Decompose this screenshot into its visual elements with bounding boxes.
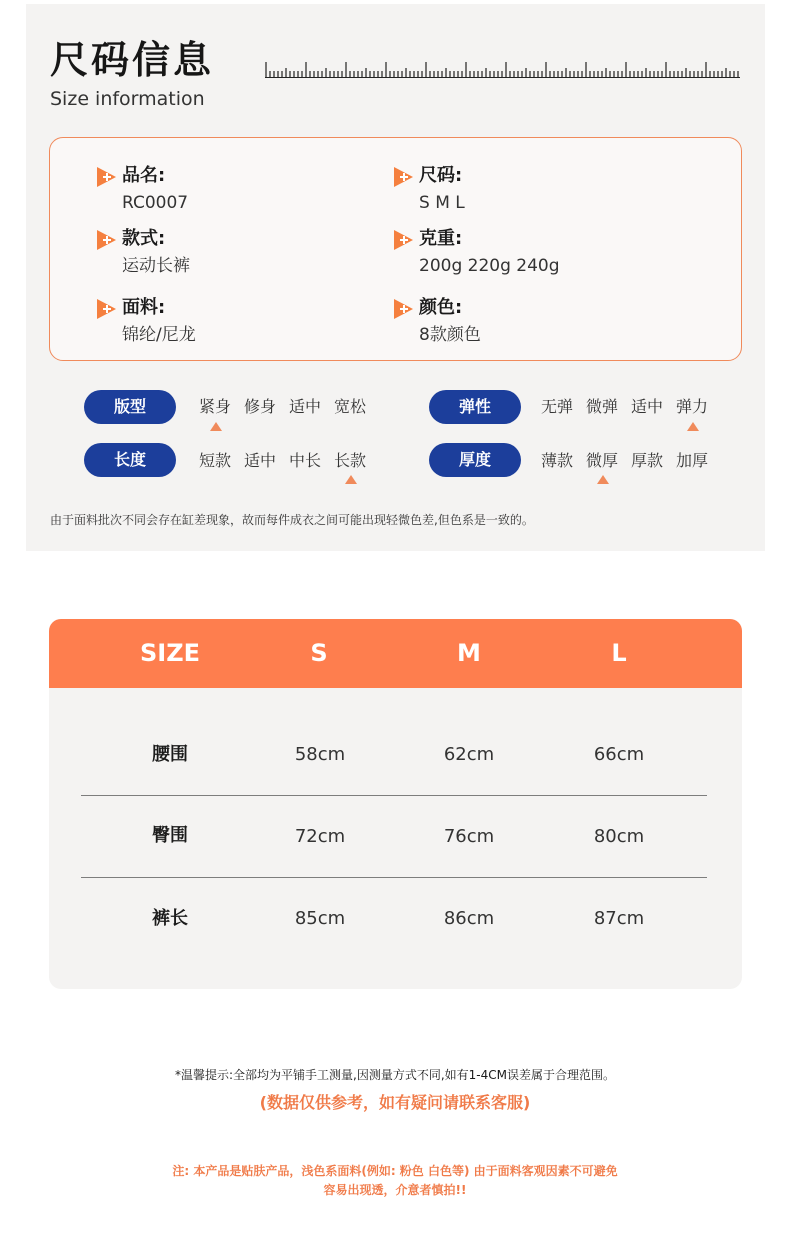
page-title: 尺码信息 xyxy=(50,38,215,82)
attr-option: 弹力 xyxy=(676,397,709,416)
info-value: S M L xyxy=(419,193,465,213)
header-s: S xyxy=(310,639,328,667)
attr-option: 宽松 xyxy=(334,397,367,416)
row-label-waist: 腰围 xyxy=(152,744,188,765)
row-label-hip: 臀围 xyxy=(152,825,188,846)
selected-marker-icon xyxy=(345,475,357,484)
orange-play-plus-icon xyxy=(96,298,118,320)
table-cell: 58cm xyxy=(294,744,346,765)
attr-pill-thickness: 厚度 xyxy=(429,443,521,477)
info-label: 面料: xyxy=(122,297,166,318)
info-value: RC0007 xyxy=(122,193,189,213)
info-label: 颜色: xyxy=(419,297,463,318)
attr-option: 适中 xyxy=(244,451,277,470)
info-value: 运动长裤 xyxy=(122,256,190,276)
info-label: 款式: xyxy=(122,228,166,249)
table-cell: 87cm xyxy=(593,908,645,929)
table-cell: 76cm xyxy=(443,826,495,847)
attr-option: 加厚 xyxy=(676,451,709,470)
table-cell: 66cm xyxy=(593,744,645,765)
selected-marker-icon xyxy=(687,422,699,431)
selected-marker-icon xyxy=(597,475,609,484)
table-cell: 62cm xyxy=(443,744,495,765)
orange-play-plus-icon xyxy=(393,298,415,320)
attr-pill-length: 长度 xyxy=(84,443,176,477)
attr-option: 适中 xyxy=(631,397,664,416)
header-m: M xyxy=(457,639,481,667)
header-size: SIZE xyxy=(139,639,200,667)
orange-play-plus-icon xyxy=(96,229,118,251)
ruler-decoration xyxy=(265,62,740,78)
row-label-length: 裤长 xyxy=(152,908,188,929)
attr-pill-fit: 版型 xyxy=(84,390,176,424)
row-divider xyxy=(81,877,707,878)
warning-line-2: 容易出现透，介意者慎拍!! xyxy=(323,1183,467,1197)
attr-option: 紧身 xyxy=(199,397,232,416)
attr-option: 中长 xyxy=(289,451,322,470)
product-info-box xyxy=(49,137,742,361)
color-variance-note: 由于面料批次不同会存在缸差现象，故而每件成衣之间可能出现轻微色差,但色系是一致的。 xyxy=(50,513,534,527)
attr-option: 无弹 xyxy=(541,397,574,416)
info-value: 8款颜色 xyxy=(419,325,481,345)
table-cell: 72cm xyxy=(294,826,346,847)
attr-option: 适中 xyxy=(289,397,322,416)
warning-line-1: 注: 本产品是贴肤产品，浅色系面料(例如: 粉色 白色等) 由于面料客观因素不可避免 xyxy=(172,1164,618,1178)
selected-marker-icon xyxy=(210,422,222,431)
attr-option: 微厚 xyxy=(586,451,619,470)
header-l: L xyxy=(611,639,627,667)
table-cell: 80cm xyxy=(593,826,645,847)
table-cell: 86cm xyxy=(443,908,495,929)
orange-play-plus-icon xyxy=(393,229,415,251)
orange-play-plus-icon xyxy=(393,166,415,188)
attr-option: 长款 xyxy=(334,451,367,470)
row-divider xyxy=(81,795,707,796)
info-value: 200g 220g 240g xyxy=(419,256,560,276)
orange-play-plus-icon xyxy=(96,166,118,188)
attr-option: 短款 xyxy=(199,451,232,470)
size-table-header xyxy=(49,619,742,688)
info-value: 锦纶/尼龙 xyxy=(122,325,196,345)
attr-pill-elasticity: 弹性 xyxy=(429,390,521,424)
page-subtitle: Size information xyxy=(50,88,205,110)
size-table xyxy=(49,619,742,989)
table-cell: 85cm xyxy=(294,908,346,929)
attr-option: 薄款 xyxy=(541,451,574,470)
info-label: 克重: xyxy=(419,228,463,249)
info-label: 品名: xyxy=(122,165,166,186)
reference-tip: (数据仅供参考，如有疑问请联系客服) xyxy=(259,1093,531,1112)
attr-option: 微弹 xyxy=(586,397,619,416)
measurement-tip: *温馨提示:全部均为平铺手工测量,因测量方式不同,如有1-4CM误差属于合理范围。 xyxy=(174,1068,615,1082)
attr-option: 厚款 xyxy=(631,451,664,470)
attr-option: 修身 xyxy=(244,397,277,416)
info-label: 尺码: xyxy=(419,165,463,186)
